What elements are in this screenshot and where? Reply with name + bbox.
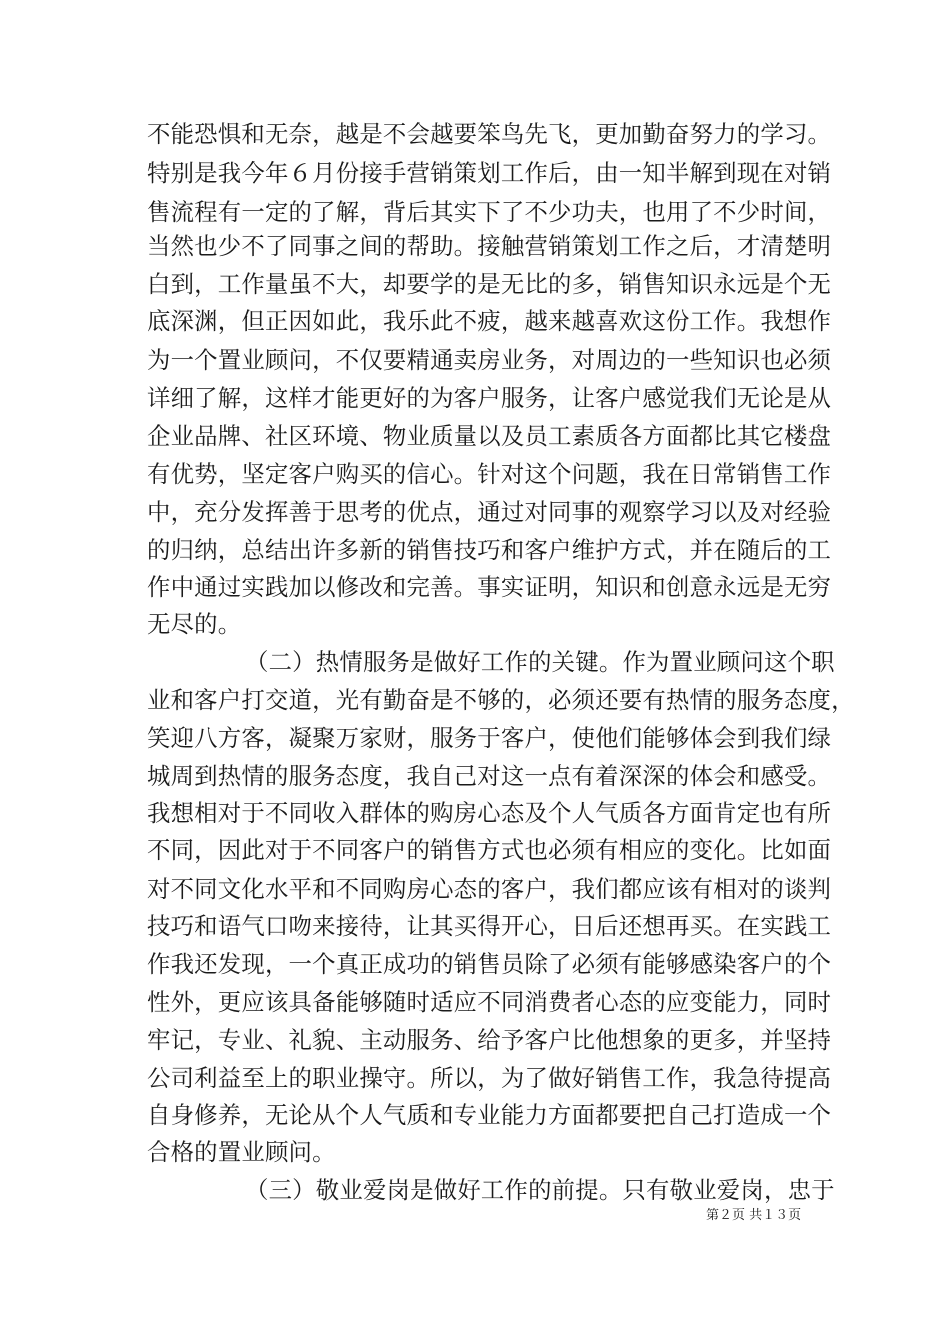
text-line: 特别是我今年６月份接手营销策划工作后，由一知半解到现在对销	[147, 159, 832, 187]
text-line: 笑迎八方客，凝聚万家财，服务于客户，使他们能够体会到我们绿	[147, 724, 832, 752]
text-line: 我想相对于不同收入群体的购房心态及个人气质各方面肯定也有所	[147, 799, 832, 827]
text-line: 详细了解，这样才能更好的为客户服务，让客户感觉我们无论是从	[147, 384, 832, 412]
text-line: 性外，更应该具备能够随时适应不同消费者心态的应变能力，同时	[147, 988, 832, 1016]
section-heading-line: （二）热情服务是做好工作的关键。作为置业顾问这个职	[245, 648, 835, 676]
text-line: 白到，工作量虽不大，却要学的是无比的多，销售知识永远是个无	[147, 270, 832, 298]
text-line: 不同，因此对于不同客户的销售方式也必须有相应的变化。比如面	[147, 836, 832, 864]
text-line: 不能恐惧和无奈，越是不会越要笨鸟先飞，更加勤奋努力的学习。	[147, 120, 832, 148]
text-line: 合格的置业顾问。	[147, 1138, 336, 1166]
text-line: 技巧和语气口吻来接待，让其买得开心，日后还想再买。在实践工	[147, 912, 832, 940]
page-number-footer: 第２页 共１３页	[706, 1208, 802, 1223]
text-line: 作中通过实践加以修改和完善。事实证明，知识和创意永远是无穷	[147, 573, 832, 601]
text-line: 自身修养，无论从个人气质和专业能力方面都要把自己打造成一个	[147, 1101, 832, 1129]
section-heading-line: （三）敬业爱岗是做好工作的前提。只有敬业爱岗，忠于	[245, 1176, 835, 1204]
text-line: 的归纳，总结出许多新的销售技巧和客户维护方式，并在随后的工	[147, 536, 832, 564]
text-line: 业和客户打交道，光有勤奋是不够的，必须还要有热情的服务态度，	[147, 686, 855, 714]
text-line: 企业品牌、社区环境、物业质量以及员工素质各方面都比其它楼盘	[147, 422, 832, 450]
text-line: 为一个置业顾问，不仅要精通卖房业务，对周边的一些知识也必须	[147, 346, 832, 374]
text-line: 对不同文化水平和不同购房心态的客户，我们都应该有相对的谈判	[147, 875, 832, 903]
text-line: 公司利益至上的职业操守。所以，为了做好销售工作，我急待提高	[147, 1064, 832, 1092]
text-line: 作我还发现，一个真正成功的销售员除了必须有能够感染客户的个	[147, 950, 832, 978]
text-line: 当然也少不了同事之间的帮助。接触营销策划工作之后，才清楚明	[147, 232, 832, 260]
text-line: 底深渊，但正因如此，我乐此不疲，越来越喜欢这份工作。我想作	[147, 307, 832, 335]
text-line: 牢记，专业、礼貌、主动服务、给予客户比他想象的更多，并坚持	[147, 1026, 832, 1054]
text-line: 售流程有一定的了解，背后其实下了不少功夫，也用了不少时间，	[147, 198, 832, 226]
text-line: 有优势，坚定客户购买的信心。针对这个问题，我在日常销售工作	[147, 460, 832, 488]
text-line: 中，充分发挥善于思考的优点，通过对同事的观察学习以及对经验	[147, 498, 832, 526]
text-line: 无尽的。	[147, 610, 242, 638]
text-line: 城周到热情的服务态度，我自己对这一点有着深深的体会和感受。	[147, 762, 832, 790]
